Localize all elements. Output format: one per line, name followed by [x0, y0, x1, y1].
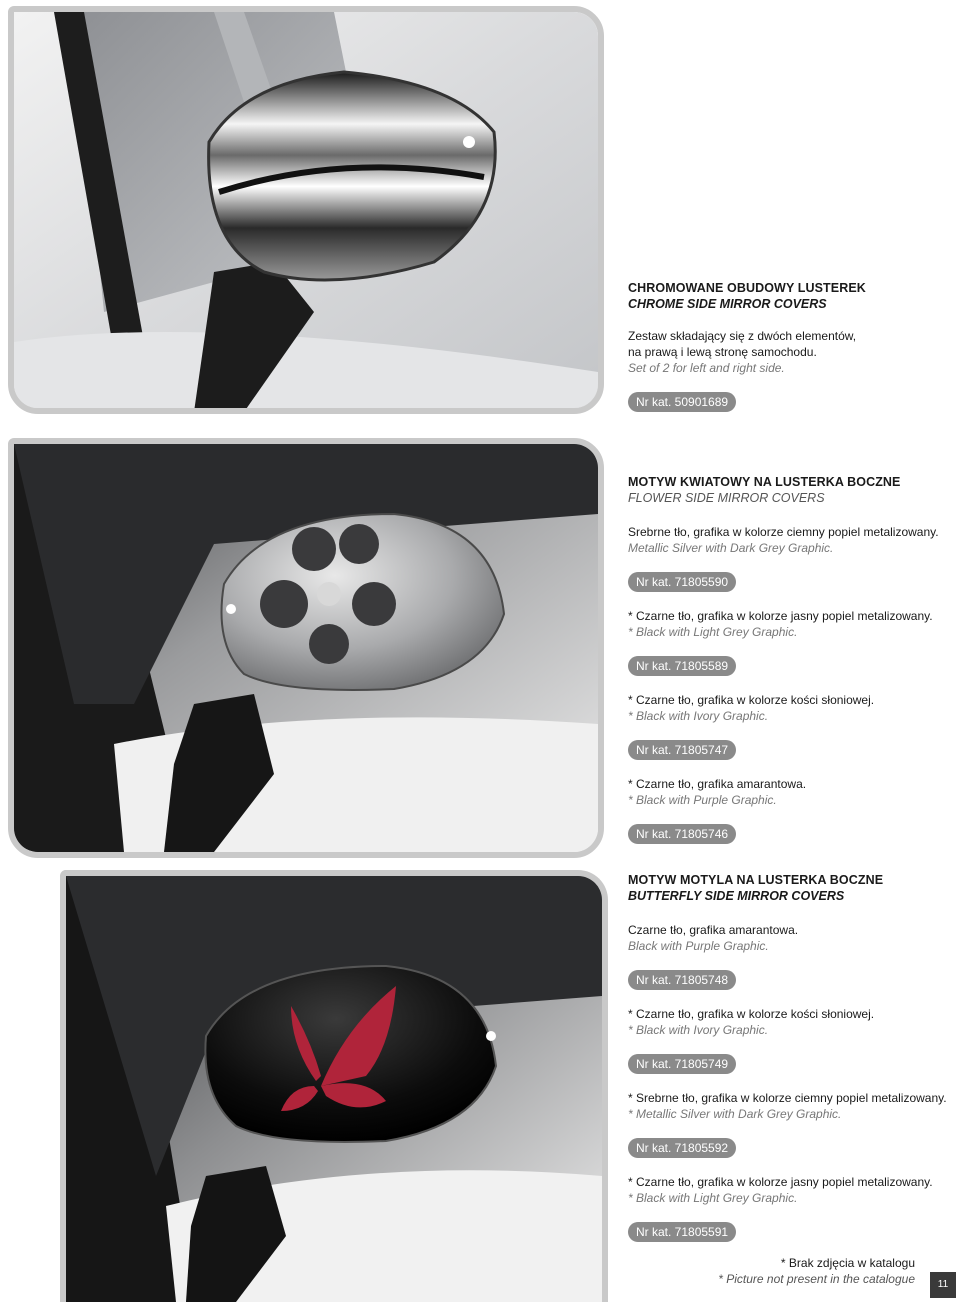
variant-pl: * Czarne tło, grafika w kolorze jasny popiel metalizowany. [628, 609, 933, 623]
catalog-number-badge: Nr kat. 71805592 [628, 1138, 736, 1158]
butterfly-variant-badge-row [628, 970, 953, 990]
section-title-en: BUTTERFLY SIDE MIRROR COVERS [628, 889, 845, 903]
catalog-number-badge: Nr kat. 50901689 [628, 392, 736, 412]
variant-en: * Black with Ivory Graphic. [628, 709, 769, 723]
catalog-number-badge: Nr kat. 71805589 [628, 656, 736, 676]
flower-mirror-illustration [14, 444, 598, 852]
flower-variant-badge-row [628, 572, 953, 592]
description-pl-line: na prawą i lewą stronę samochodu. [628, 345, 817, 359]
variant-en: * Metallic Silver with Dark Grey Graphic. [628, 1107, 842, 1121]
flower-variant [628, 692, 953, 724]
flower-covers-section [628, 474, 953, 506]
flower-mirror-photo [8, 438, 604, 858]
catalog-number-badge: Nr kat. 71805746 [628, 824, 736, 844]
section-title: CHROMOWANE OBUDOWY LUSTEREK [628, 281, 866, 295]
catalog-number-badge: Nr kat. 71805747 [628, 740, 736, 760]
catalog-number-badge: Nr kat. 71805749 [628, 1054, 736, 1074]
flower-variant [628, 608, 953, 640]
butterfly-variant-badge-row [628, 1138, 953, 1158]
section-title-en: FLOWER SIDE MIRROR COVERS [628, 491, 825, 505]
footnote-en: * Picture not present in the catalogue [718, 1272, 915, 1286]
butterfly-covers-section [628, 872, 953, 904]
variant-en: Metallic Silver with Dark Grey Graphic. [628, 541, 834, 555]
butterfly-variant [628, 922, 953, 954]
variant-pl: Srebrne tło, grafika w kolorze ciemny popiel metalizowany. [628, 525, 939, 539]
catalog-number-badge: Nr kat. 71805591 [628, 1222, 736, 1242]
variant-pl: * Srebrne tło, grafika w kolorze ciemny popiel metalizowany. [628, 1091, 947, 1105]
variant-en: * Black with Ivory Graphic. [628, 1023, 769, 1037]
variant-en: Black with Purple Graphic. [628, 939, 769, 953]
footnote [718, 1255, 915, 1287]
variant-pl: * Czarne tło, grafika w kolorze kości słoniowej. [628, 1007, 875, 1021]
variant-en: * Black with Light Grey Graphic. [628, 1191, 798, 1205]
footnote-pl: * Brak zdjęcia w katalogu [780, 1256, 915, 1270]
variant-pl: * Czarne tło, grafika w kolorze kości słoniowej. [628, 693, 875, 707]
section-title: MOTYW MOTYLA NA LUSTERKA BOCZNE [628, 873, 884, 887]
page-number: 11 [930, 1272, 956, 1298]
chrome-mirror-photo [8, 6, 604, 414]
butterfly-variant [628, 1174, 953, 1206]
variant-en: * Black with Purple Graphic. [628, 793, 777, 807]
butterfly-mirror-illustration [66, 876, 602, 1302]
flower-variant-badge-row [628, 824, 953, 844]
chrome-covers-section [628, 280, 953, 412]
butterfly-variant [628, 1090, 953, 1122]
flower-variant [628, 776, 953, 808]
variant-pl: Czarne tło, grafika amarantowa. [628, 923, 799, 937]
flower-variant [628, 524, 953, 556]
butterfly-mirror-photo [60, 870, 608, 1302]
butterfly-variant-badge-row [628, 1222, 953, 1242]
variant-pl: * Czarne tło, grafika amarantowa. [628, 777, 807, 791]
chrome-mirror-illustration [14, 12, 598, 408]
description-pl-line: Zestaw składający się z dwóch elementów, [628, 329, 857, 343]
catalog-number-badge: Nr kat. 71805748 [628, 970, 736, 990]
variant-pl: * Czarne tło, grafika w kolorze jasny popiel metalizowany. [628, 1175, 933, 1189]
variant-en: * Black with Light Grey Graphic. [628, 625, 798, 639]
butterfly-variant-badge-row [628, 1054, 953, 1074]
section-title: MOTYW KWIATOWY NA LUSTERKA BOCZNE [628, 475, 901, 489]
catalog-number-badge: Nr kat. 71805590 [628, 572, 736, 592]
flower-variant-badge-row [628, 656, 953, 676]
flower-variant-badge-row [628, 740, 953, 760]
butterfly-variant [628, 1006, 953, 1038]
section-title-en: CHROME SIDE MIRROR COVERS [628, 297, 827, 311]
description-en: Set of 2 for left and right side. [628, 361, 785, 375]
